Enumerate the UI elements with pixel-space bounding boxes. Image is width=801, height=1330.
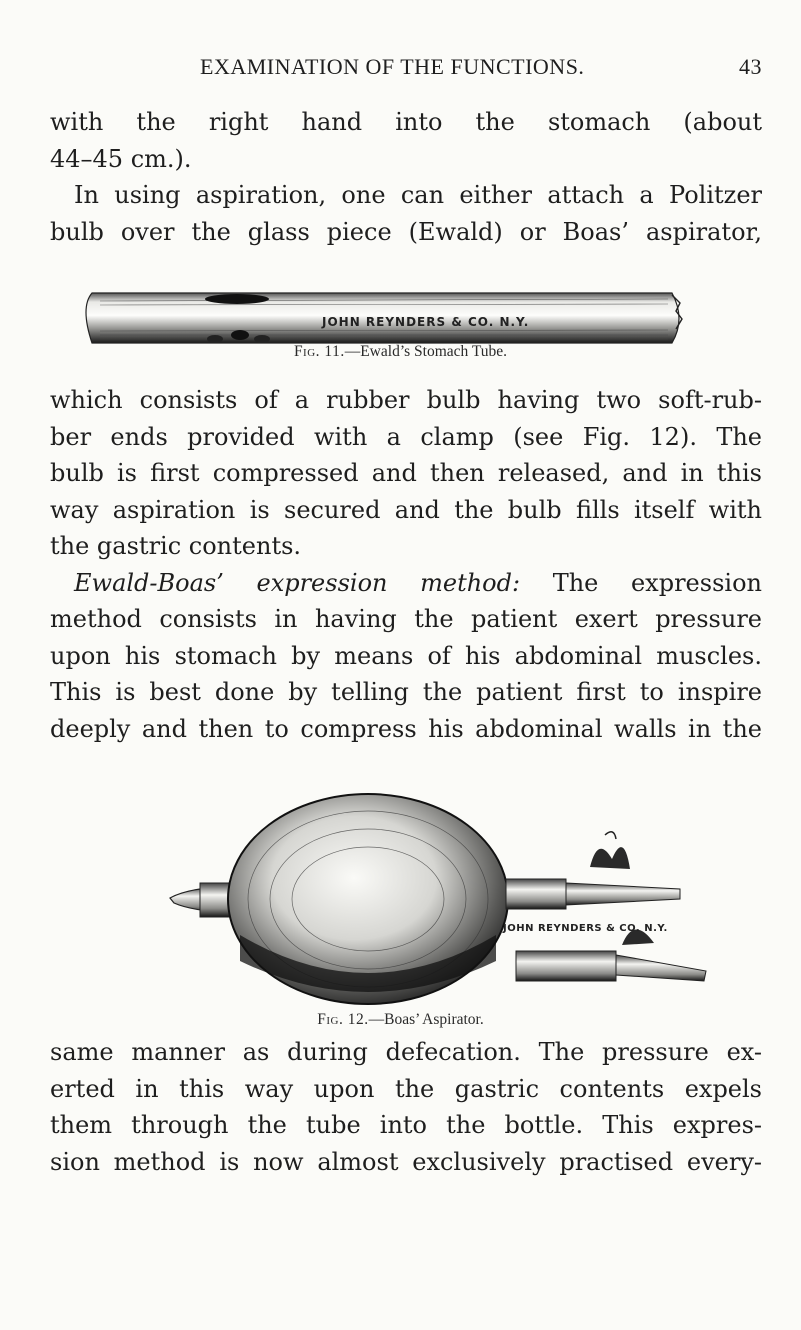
text-line: 44–45 cm.). (50, 144, 192, 173)
text-line: This is best done by telling the patient first to inspire (50, 678, 762, 706)
text-line: bulb over the glass piece (Ewald) or Boas’ aspirator, (50, 217, 762, 246)
text-line: them through the tube into the bottle. This expres- (50, 1111, 762, 1139)
text-line: method consists in having the patient exert pressure (50, 605, 762, 633)
figure-label: Fig. 11. (293, 343, 345, 360)
paragraph-aspiration (50, 177, 762, 250)
text-line: upon his stomach by means of his abdominal muscles. (50, 641, 762, 670)
running-head (50, 54, 762, 84)
text-line: which consists of a rubber bulb having two soft-rub- (50, 386, 762, 414)
text-run: The expression (552, 568, 762, 597)
figure-caption (0, 1011, 801, 1029)
text-line (50, 565, 762, 602)
paragraph-expression-method (50, 382, 762, 747)
maker-mark: JOHN REYNDERS & CO. N.Y. (503, 923, 668, 934)
figure-label: Fig. 12. (317, 1011, 369, 1028)
text-line: the gastric contents. (50, 532, 302, 560)
text-line: way aspiration is secured and the bulb fills itself with (50, 495, 762, 524)
text-line: deeply and then to compress his abdominal walls in the (50, 714, 762, 743)
stomach-tube-illustration (0, 285, 801, 345)
paragraph-defecation (50, 1034, 762, 1180)
text-line: sion method is now almost exclusively practised every- (50, 1147, 762, 1176)
text-line: same manner as during defecation. The pressure ex- (50, 1038, 762, 1066)
maker-mark: JOHN REYNDERS & CO. N.Y. (322, 315, 530, 329)
text-line: In using aspiration, one can either attach a Politzer (74, 181, 762, 209)
figure-boas-aspirator (0, 775, 801, 1035)
aspirator-illustration (0, 775, 801, 1005)
page-number: 43 (739, 54, 762, 79)
running-title: EXAMINATION OF THE FUNCTIONS. (200, 54, 585, 79)
italic-heading: Ewald-Boas’ expression method: (74, 568, 521, 597)
figure-ewald-stomach-tube (0, 285, 801, 365)
caption-text: —Boas’ Aspirator. (368, 1011, 484, 1028)
paragraph-continuation (50, 104, 762, 177)
text-line: ber ends provided with a clamp (see Fig. 12). The (50, 422, 762, 451)
text-line: with the right hand into the stomach (about (50, 108, 762, 136)
figure-caption (0, 343, 801, 361)
text-line: bulb is first compressed and then released, and in this (50, 459, 762, 487)
caption-text: —Ewald’s Stomach Tube. (344, 343, 508, 360)
text-line: erted in this way upon the gastric contents expels (50, 1074, 762, 1103)
